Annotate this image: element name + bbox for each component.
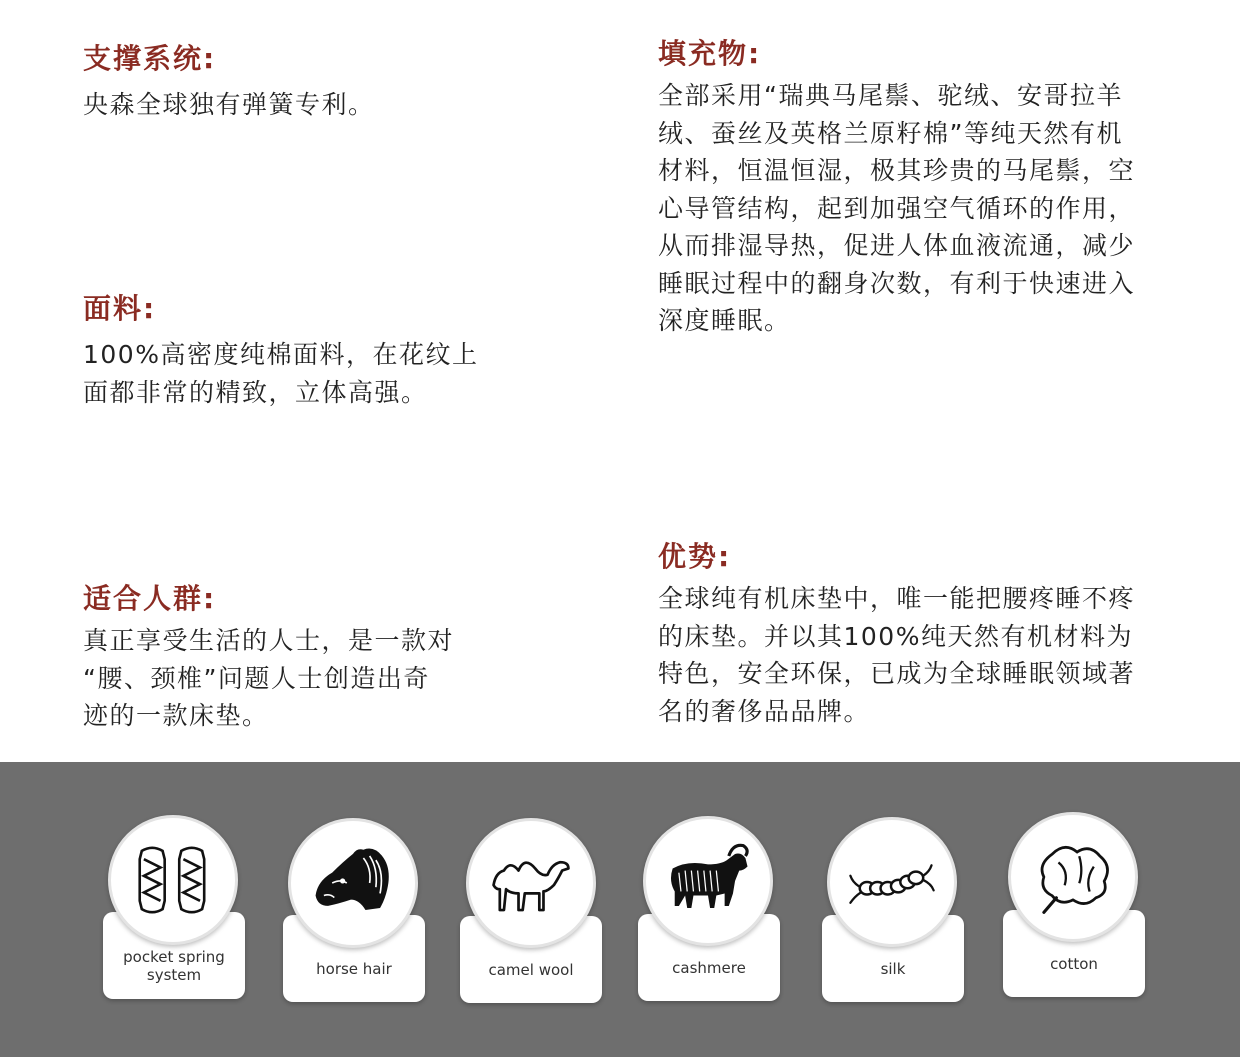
material-icon-badge xyxy=(827,817,957,947)
material-icon-badge xyxy=(643,816,773,946)
material-icon-badge xyxy=(1008,812,1138,942)
section-title: 适合人群: xyxy=(83,582,217,615)
section-body: 全部采用“瑞典马尾鬃、驼绒、安哥拉羊 绒、蚕丝及英格兰原籽棉”等纯天然有机 材料，恒温恒湿，极其珍贵的马尾鬃，空 心导管结构，起到加强空气循环的作用， 从而排湿导热，促进人体血液流通，减少 睡眠过程中的翻身次数，有利于快速进入 深度睡眠。 xyxy=(658,81,1136,335)
section-title: 支撑系统: xyxy=(83,42,217,75)
material-label: cotton xyxy=(1050,954,1098,973)
material-icon-badge xyxy=(108,815,238,945)
section-advantages xyxy=(658,538,1218,730)
material-label: silk xyxy=(880,959,906,978)
section-support-system xyxy=(83,40,583,124)
section-body: 央森全球独有弹簧专利。 xyxy=(83,90,375,119)
section-title: 优势: xyxy=(658,540,732,573)
section-target-users xyxy=(83,580,583,735)
section-title: 面料: xyxy=(83,292,157,325)
section-body: 全球纯有机床垫中，唯一能把腰疼睡不疼 的床垫。并以其100%纯天然有机材料为 特色，安全环保，已成为全球睡眠领域著 名的奢侈品品牌。 xyxy=(658,584,1136,726)
material-icon-badge xyxy=(288,818,418,948)
section-body: 真正享受生活的人士，是一款对 “腰、颈椎”问题人士创造出奇 迹的一款床垫。 xyxy=(83,626,455,730)
material-label: cashmere xyxy=(672,958,746,977)
section-fabric xyxy=(83,290,583,411)
section-filling xyxy=(658,35,1218,340)
silkworm-icon xyxy=(840,830,944,934)
camel-icon xyxy=(479,831,583,935)
section-title: 填充物: xyxy=(658,37,762,70)
cotton-boll-icon xyxy=(1021,825,1125,929)
material-icon-badge xyxy=(466,818,596,948)
horse-head-icon xyxy=(301,831,405,935)
material-label: pocket spring system xyxy=(123,947,225,984)
material-label: horse hair xyxy=(316,959,392,978)
section-body: 100%高密度纯棉面料，在花纹上 面都非常的精致，立体高强。 xyxy=(83,340,479,407)
pocket-spring-icon xyxy=(121,828,225,932)
material-label: camel wool xyxy=(488,960,574,979)
goat-icon xyxy=(656,829,760,933)
